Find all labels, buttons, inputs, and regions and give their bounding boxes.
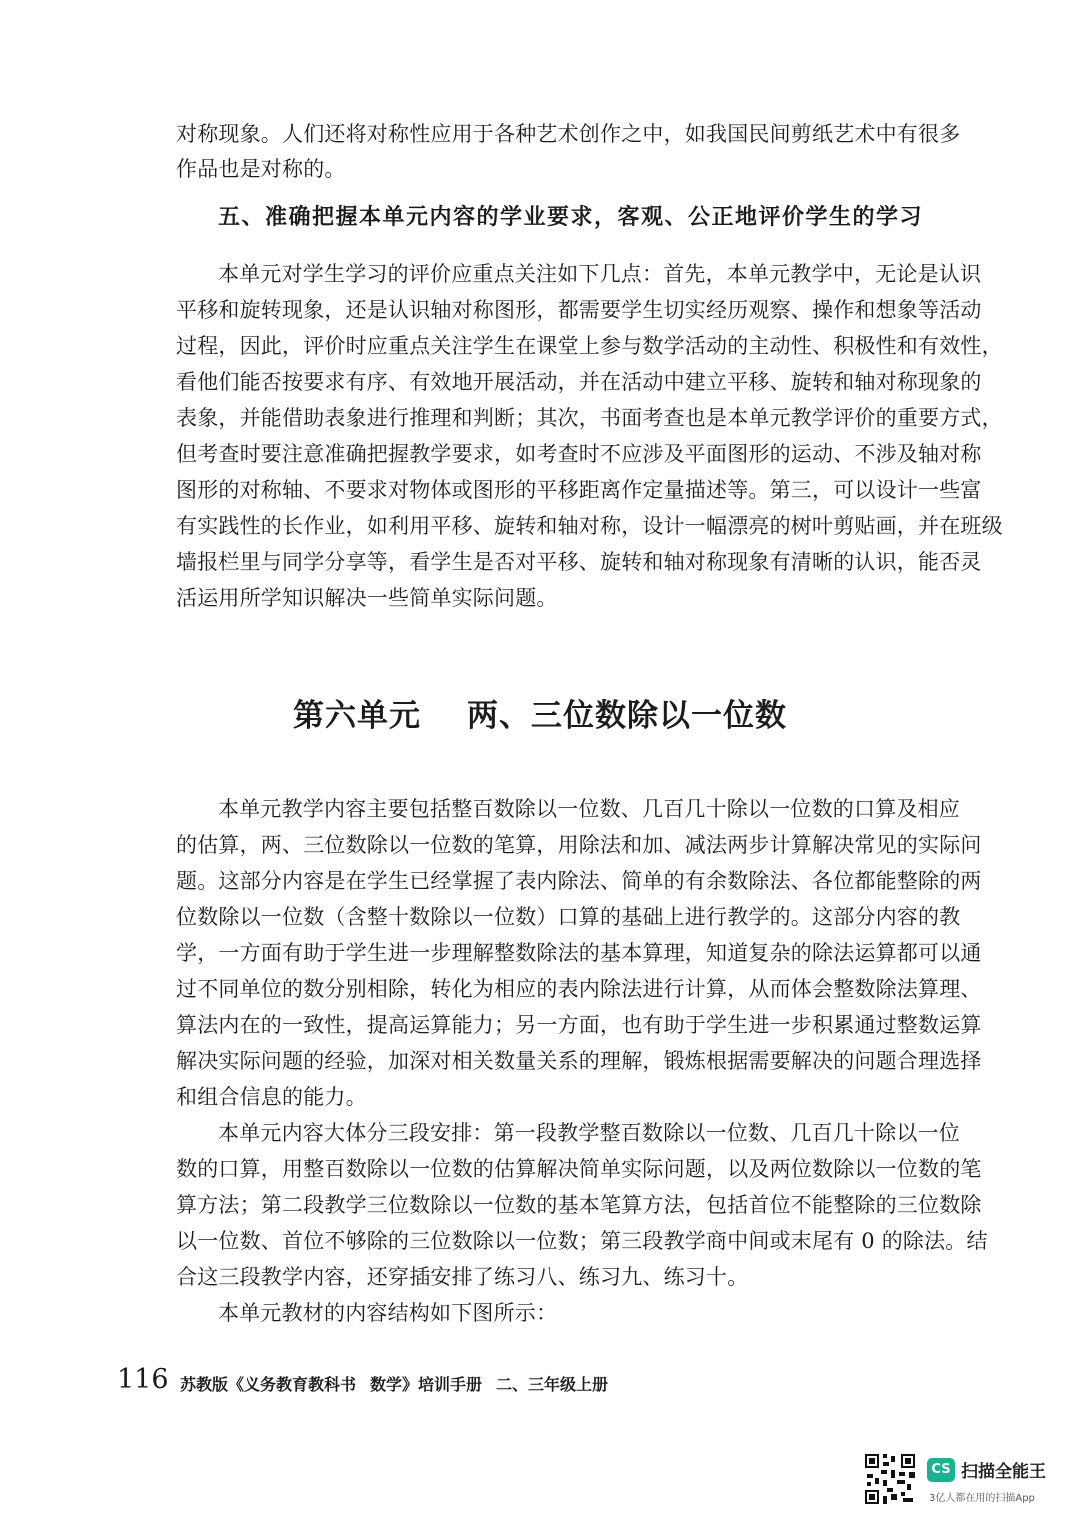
watermark-tagline: 3亿人都在用的扫描App [929,1493,1035,1504]
body-line: 合这三段教学内容，还穿插安排了练习八、练习九、练习十。 [176,1265,749,1289]
body-line: 图形的对称轴、不要求对物体或图形的平移距离作定量描述等。第三，可以设计一些富 [176,478,982,502]
body-line: 题。这部分内容是在学生已经掌握了表内除法、简单的有余数除法、各位都能整除的两 [176,869,982,893]
body-line: 数的口算，用整百数除以一位数的估算解决简单实际问题，以及两位数除以一位数的笔 [176,1157,982,1181]
body-line: 墙报栏里与同学分享等，看学生是否对平移、旋转和轴对称现象有清晰的认识，能否灵 [176,550,982,574]
body-line: 有实践性的长作业，如利用平移、旋转和轴对称，设计一幅漂亮的树叶剪贴画，并在班级 [176,514,1003,538]
unit-title [0,690,1080,735]
footer-book-title: 苏教版《义务教育教科书 [180,1375,357,1394]
unit-title-name: 两、三位数除以一位数 [467,698,787,734]
unit-title-number: 第六单元 [293,698,421,734]
body-line: 解决实际问题的经验，加深对相关数量关系的理解，锻炼根据需要解决的问题合理选择 [176,1049,982,1073]
camscanner-logo: CS [927,1458,955,1482]
body-line: 本单元对学生学习的评价应重点关注如下几点：首先，本单元教学中，无论是认识 [218,262,982,286]
section-heading: 五、准确把握本单元内容的学业要求，客观、公正地评价学生的学习 [218,204,924,230]
body-line: 算方法；第二段教学三位数除以一位数的基本笔算方法，包括首位不能整除的三位数除 [176,1193,982,1217]
body-line: 但考查时要注意准确把握教学要求，如考查时不应涉及平面图形的运动、不涉及轴对称 [176,442,982,466]
qr-code-icon [863,1452,917,1506]
body-line: 的估算，两、三位数除以一位数的笔算，用除法和加、减法两步计算解决常见的实际问 [176,833,982,857]
page-number: 116 [117,1364,169,1395]
body-line: 过不同单位的数分别相除，转化为相应的表内除法进行计算，从而体会整数除法算理、 [176,977,982,1001]
footer-book-subject: 数学》培训手册 [370,1375,483,1394]
body-line: 作品也是对称的。 [176,157,346,181]
body-line: 活运用所学知识解决一些简单实际问题。 [176,586,558,610]
footer-book-grade: 二、三年级上册 [496,1375,609,1394]
body-line: 表象，并能借助表象进行推理和判断；其次，书面考查也是本单元教学评价的重要方式， [176,406,1003,430]
body-line: 对称现象。人们还将对称性应用于各种艺术创作之中，如我国民间剪纸艺术中有很多 [176,122,961,146]
body-line: 本单元内容大体分三段安排：第一段教学整百数除以一位数、几百几十除以一位 [218,1121,960,1145]
body-line: 学，一方面有助于学生进一步理解整数除法的基本算理，知道复杂的除法运算都可以通 [176,941,982,965]
running-footer [180,1372,608,1395]
body-line: 平移和旋转现象，还是认识轴对称图形，都需要学生切实经历观察、操作和想象等活动 [176,298,982,322]
body-line: 过程，因此，评价时应重点关注学生在课堂上参与数学活动的主动性、积极性和有效性， [176,334,1003,358]
body-line: 位数除以一位数（含整十数除以一位数）口算的基础上进行教学的。这部分内容的教 [176,905,961,929]
scanner-watermark [863,1452,1063,1512]
body-line: 以一位数、首位不够除的三位数除以一位数；第三段教学商中间或末尾有 0 的除法。结 [176,1229,988,1253]
body-line: 算法内在的一致性，提高运算能力；另一方面，也有助于学生进一步积累通过整数运算 [176,1013,982,1037]
body-line: 和组合信息的能力。 [176,1085,367,1109]
watermark-brand: 扫描全能王 [961,1462,1046,1482]
body-line: 本单元教学内容主要包括整百数除以一位数、几百几十除以一位数的口算及相应 [218,797,960,821]
body-line: 本单元教材的内容结构如下图所示： [218,1301,558,1325]
body-line: 看他们能否按要求有序、有效地开展活动，并在活动中建立平移、旋转和轴对称现象的 [176,370,982,394]
